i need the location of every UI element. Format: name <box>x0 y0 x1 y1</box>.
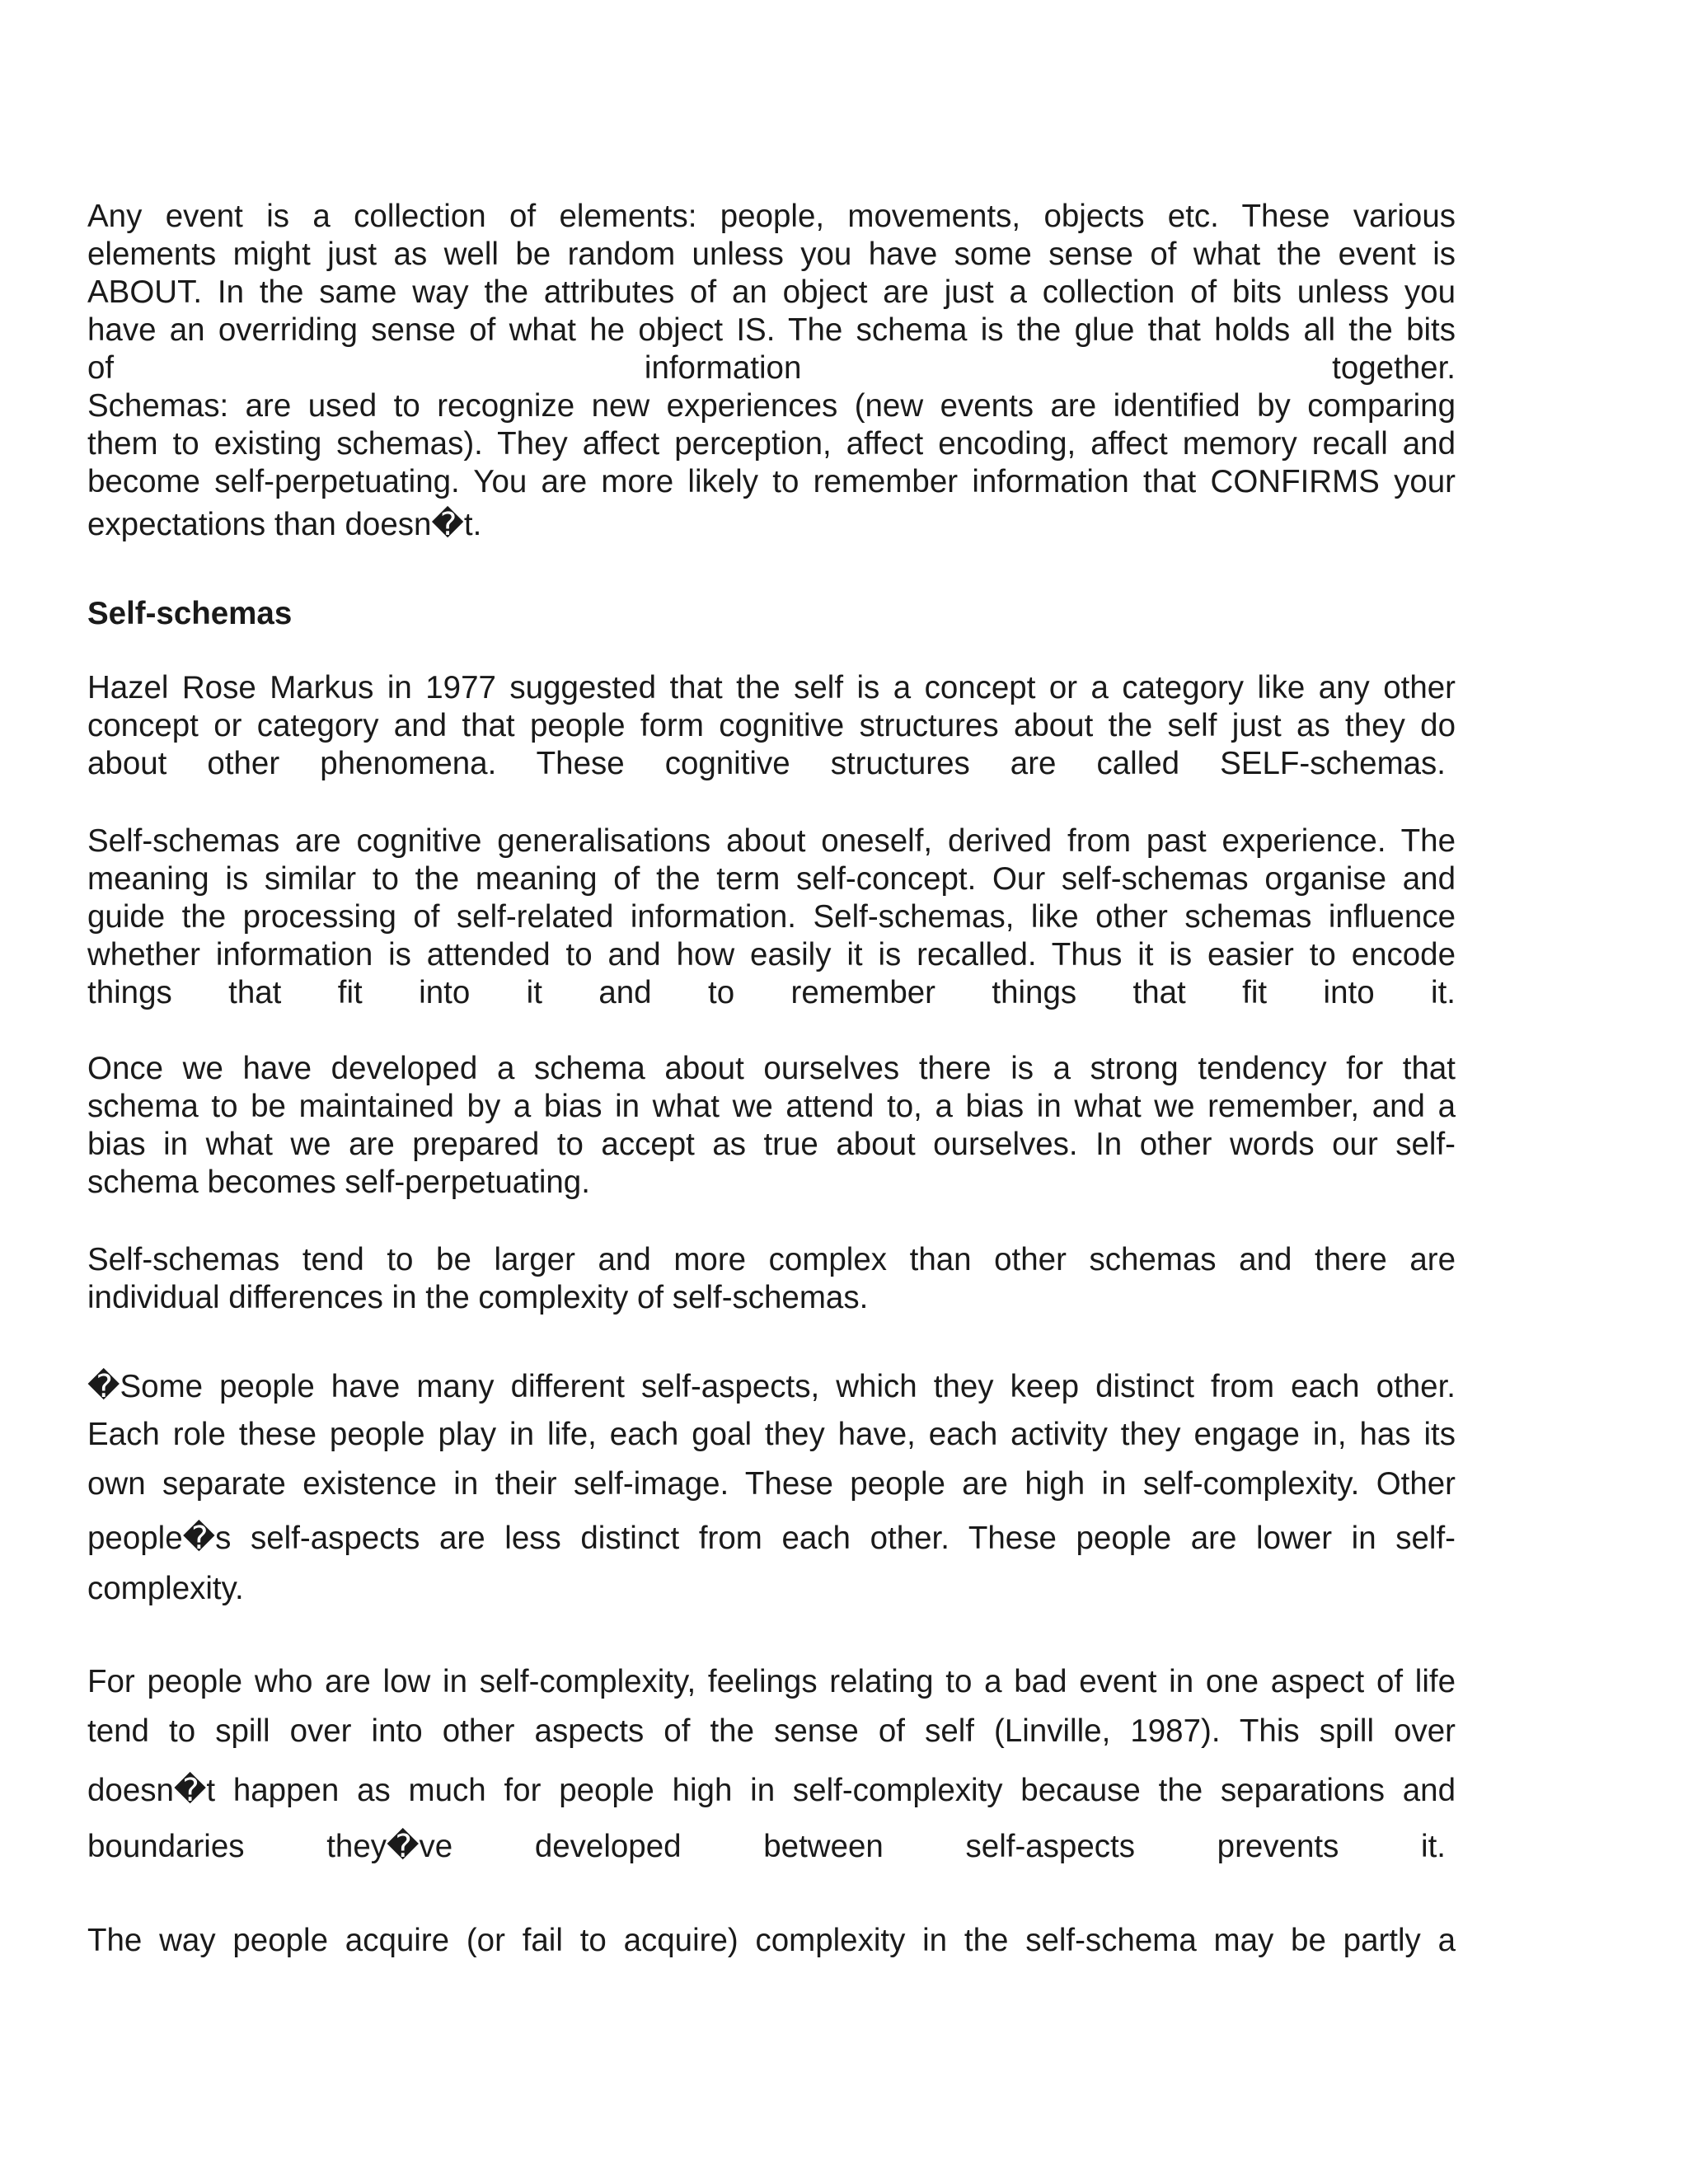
text-line: of information together. <box>87 350 1456 386</box>
text-line: schema to be maintained by a bias in what we attend to, a bias in what we remember, and a <box>87 1089 1456 1124</box>
text-line: The way people acquire (or fail to acquire) complexity in the self-schema may be partly a <box>87 1923 1456 1958</box>
text-line: Self-schemas are cognitive generalisations about oneself, derived from past experience. The <box>87 823 1456 859</box>
section-heading: Self-schemas <box>87 596 293 631</box>
text-line: about other phenomena. These cognitive structures are called SELF-schemas. <box>87 746 1446 781</box>
text-line: Any event is a collection of elements: people, movements, objects etc. These various <box>87 199 1456 234</box>
text-line: expectations than doesn�t. <box>87 507 482 542</box>
text-line: ABOUT. In the same way the attributes of an object are just a collection of bits unless you <box>87 274 1456 310</box>
text-line: tend to spill over into other aspects of the sense of self (Linville, 1987). This spill over <box>87 1713 1456 1749</box>
paragraph-self-perpetuating <box>87 1050 1456 1202</box>
text-line: them to existing schemas). They affect perception, affect encoding, affect memory recall and <box>87 426 1456 462</box>
text-line: own separate existence in their self-image. These people are high in self-complexity. Other <box>87 1466 1456 1502</box>
text-line: boundaries they�ve developed between self-aspects prevents it. <box>87 1829 1446 1864</box>
text-line: For people who are low in self-complexity, feelings relating to a bad event in one aspect of life <box>87 1664 1456 1699</box>
text-line: people�s self-aspects are less distinct from each other. These people are lower in self- <box>87 1521 1456 1556</box>
text-line: Each role these people play in life, each goal they have, each activity they engage in, has its <box>87 1417 1456 1452</box>
text-line: Self-schemas tend to be larger and more complex than other schemas and there are <box>87 1242 1456 1277</box>
paragraph-self-schemas-definition <box>87 823 1456 1012</box>
text-line: have an overriding sense of what he object IS. The schema is the glue that holds all the bits <box>87 312 1456 348</box>
text-line: concept or category and that people form cognitive structures about the self just as they do <box>87 708 1456 743</box>
paragraph-acquire-complexity <box>87 1922 1456 1960</box>
text-line: meaning is similar to the meaning of the term self-concept. Our self-schemas organise and <box>87 861 1456 897</box>
paragraph-linville <box>87 1660 1456 1871</box>
text-line: individual differences in the complexity of self-schemas. <box>87 1280 869 1315</box>
text-line: �Some people have many different self-aspects, which they keep distinct from each other. <box>87 1369 1456 1404</box>
text-line: Hazel Rose Markus in 1977 suggested that the self is a concept or a category like any other <box>87 670 1456 705</box>
paragraph-complexity <box>87 1241 1456 1317</box>
text-line: elements might just as well be random unless you have some sense of what the event is <box>87 237 1456 272</box>
paragraph-schema-intro <box>87 198 1456 549</box>
text-line: schema becomes self-perpetuating. <box>87 1165 590 1200</box>
text-line: Once we have developed a schema about ourselves there is a strong tendency for that <box>87 1051 1456 1086</box>
text-line: bias in what we are prepared to accept as true about ourselves. In other words our self- <box>87 1127 1456 1162</box>
text-line: Schemas: are used to recognize new experiences (new events are identified by comparing <box>87 388 1456 424</box>
text-line: doesn�t happen as much for people high in self-complexity because the separations and <box>87 1773 1456 1808</box>
text-line: guide the processing of self-related information. Self-schemas, like other schemas influence <box>87 899 1456 935</box>
text-line: become self-perpetuating. You are more likely to remember information that CONFIRMS your <box>87 464 1456 499</box>
text-line: whether information is attended to and how easily it is recalled. Thus it is easier to encode <box>87 937 1456 972</box>
text-line: complexity. <box>87 1571 244 1606</box>
paragraph-self-aspects <box>87 1361 1456 1612</box>
text-line: things that fit into it and to remember things that fit into it. <box>87 975 1456 1010</box>
paragraph-markus <box>87 669 1456 783</box>
